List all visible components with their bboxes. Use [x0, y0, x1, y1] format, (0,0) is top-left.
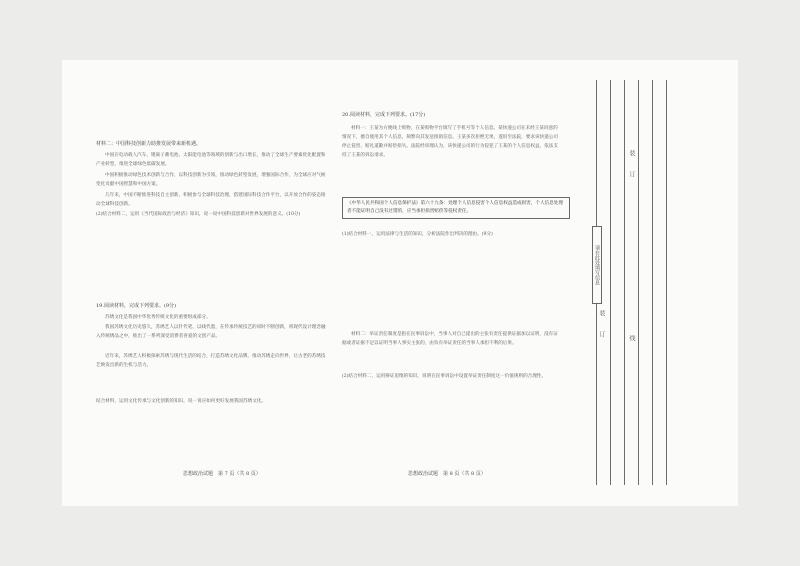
binding-line-6	[666, 80, 667, 485]
q18-material2-paragraph-3: 几年来，中国不断推进科技自主创新，积极参与全球科技治理，搭建国际科技合作平台，以开放合作的姿态推动全球科技创新。	[96, 193, 326, 207]
q19-question: 结合材料，运用文化传承与文化创新的知识，说一说应如何更好发展我国苏绣文化。	[96, 399, 266, 404]
q20-heading: 20.阅读材料，完成下列要求。(17分)	[342, 112, 426, 118]
binding-info-stamp: 请在此处填写信息	[592, 226, 602, 304]
binding-line-2	[610, 80, 611, 485]
q20-question-2: (2)结合材料二，运用辩证思维的知识，说明在民事诉讼中设置举证责任制度这一价值规则的合理性。	[342, 374, 547, 379]
page-8-footer: 思想政治试题 第 8 页（共 8 页）	[408, 471, 486, 477]
binding-line-5	[652, 80, 653, 485]
q19-paragraph-3: 近年来，苏绣艺人积极探索苏绣与现代生活的结合，打造苏绣文化品牌，推动苏绣走向世界，让古老的苏绣技艺焕发出新的生机与活力。	[96, 354, 326, 368]
binding-label-low: 装 订	[598, 310, 605, 338]
q19-paragraph-1: 苏绣文化是我国中华优秀传统文化的重要组成部分。	[105, 315, 211, 320]
q19-paragraph-2: 我国苏绣文化历史悠久，苏绣艺人以针代笔、以线代墨，在传承传统技艺的同时不断创新，将现代设计理念融入传统绣品之中，推出了一系列深受消费者喜爱的文创产品。	[96, 325, 326, 339]
q20-question-1: (1)结合材料一，运用法律与生活的知识，分析法院作出判决的理由。(9分)	[342, 232, 493, 237]
binding-line-4	[638, 80, 639, 485]
binding-label-mid: 线	[628, 335, 635, 342]
q18-material2-paragraph-2: 中国积极推动绿色技术创新与合作，以科技创新为引领，推动绿色转型发展，增强国际合作，为全球应对气候变化贡献中国智慧和中国方案。	[96, 173, 326, 187]
q18-material2-paragraph-1: 中国在电动载人汽车、锂离子蓄电池、太阳能电池等领域的创新与出口增长，推动了全球生产要素优化配置和产业转型，推进全球绿色低碳发展。	[96, 153, 326, 167]
binding-label-top: 装 订	[628, 150, 635, 178]
q20-material-1: 材料一：王某为方便线上购物，在某购物平台填写了手机号等个人信息。某快递公司在未经王某同意的情况下，擅自使用其个人信息，频繁向其发送推销信息。王某多次拒绝无果，遂诉至法院，要求该快递公司停止侵害、赔礼道歉并赔偿损失。法院经审理认为，该快递公司的行为侵犯了王某的个人信息权益，依法支持了王某的诉讼请求。	[342, 126, 558, 158]
q20-material-2: 材料二：举证责任制度是指在民事诉讼中，当事人对自己提出的主张有责任提供证据加以证明，没有证据或者证据不足以证明当事人事实主张的，由负有举证责任的当事人承担不利的后果。	[342, 332, 558, 346]
q18-question-2: (2)结合材料二，运用《当代国际政治与经济》知识，说一说中国科技创新对世界发展的意义。(10分)	[96, 212, 301, 217]
page-7-footer: 思想政治试题 第 7 页（共 8 页）	[183, 471, 261, 477]
q19-heading: 19.阅读材料，完成下列要求。(9分)	[96, 303, 177, 309]
law-article-box: 《中华人民共和国个人信息保护法》第六十九条：处理个人信息侵害个人信息权益造成损害，个人信息处理者不能证明自己没有过错的，应当承担损害赔偿等侵权责任。	[342, 197, 570, 219]
q18-material2-heading: 材料二：中国科技创新力助推发展带来新机遇。	[96, 141, 202, 147]
binding-line-3	[624, 80, 625, 485]
